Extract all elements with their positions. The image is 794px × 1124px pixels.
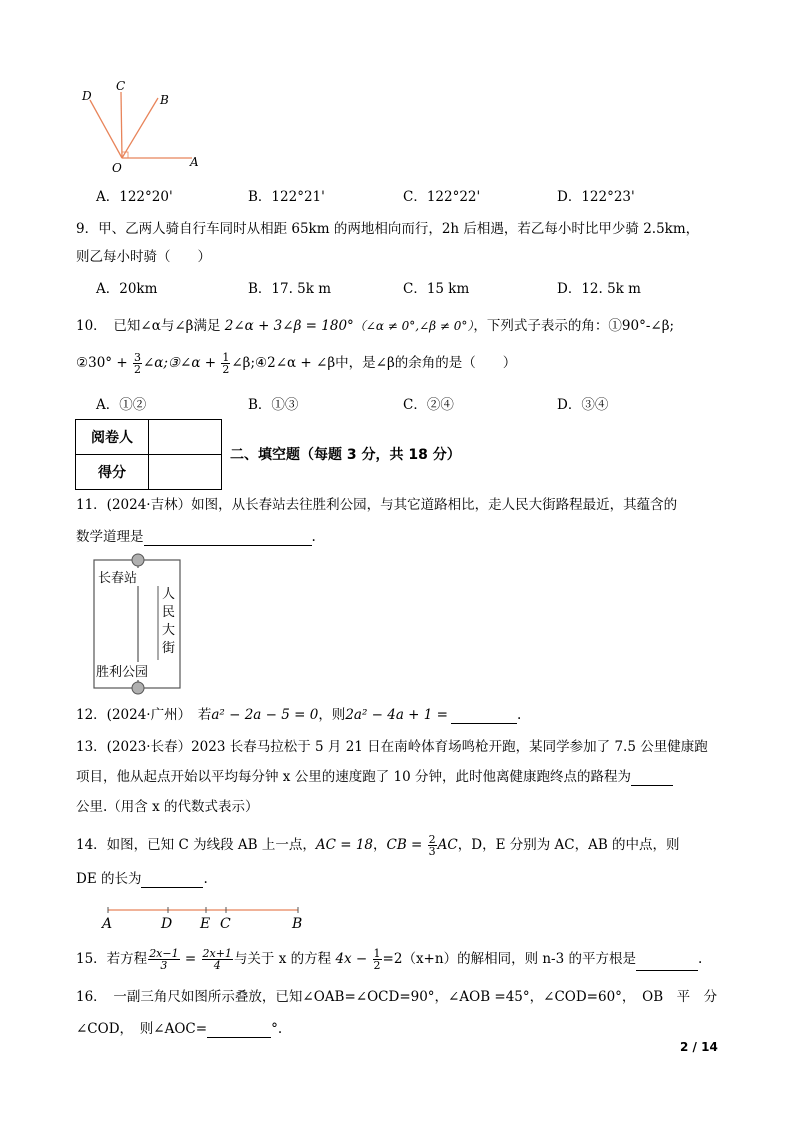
q12-answer-blank[interactable] [451,709,517,724]
score-label: 得分 [76,455,149,490]
q8-option-b: B．122°21' [248,189,325,205]
point-c: C [220,916,231,932]
q10-option-c: C．②④ [403,397,454,413]
q10-option-b: B．①③ [248,397,299,413]
q14-answer-blank[interactable] [141,873,203,888]
label-b: B [160,93,169,107]
q13-line1: 13．(2023·长春）2023 长春马拉松于 5 月 21 日在南岭体育场鸣枪开跑，某同学参加了 7.5 公里健康跑 [76,739,708,755]
q9-option-a: A．20km [96,281,158,297]
q10-line1-b: ，下列式子表示的角：①90°-∠β; [473,318,675,334]
q10-condition: （∠α ≠ 0°,∠β ≠ 0°） [353,319,474,333]
q15-tail: =2（x+n）的解相同，则 n-3 的平方根是 [382,951,636,967]
q10-l2-a: ②30° + [76,355,132,371]
q15-prefix: 15．若方程 [76,951,148,967]
point-d: D [161,916,173,932]
q11-end: . [311,529,316,545]
q9-line2: 则乙每小时骑（ ） [76,249,211,265]
q10-option-a: A．①② [96,397,147,413]
q13-answer-blank[interactable] [631,771,673,786]
q14-eq-cb: CB = [386,837,427,853]
q13-line3: 公里.（用含 x 的代数式表示） [76,799,259,815]
q13-line2-text: 项目，他从起点开始以平均每分钟 x 公里的速度跑了 10 分钟，此时他离健康跑终点的路程为 [76,769,631,785]
score-table [75,419,222,490]
q14-l1-b: ，D，E 分别为 AC，AB 的中点，则 [457,837,680,853]
q14-line1 [76,834,680,857]
q14-fraction: $\frac{2}{3}$ [428,833,436,858]
q9-option-c: C．15 km [403,281,470,297]
point-a: A [102,916,113,932]
label-o: O [112,161,122,175]
q8-option-d: D．122°23' [557,189,635,205]
q10-line1 [76,317,674,335]
q13-line2 [76,768,673,786]
q14-line2 [76,870,208,888]
q9-option-d: D．12. 5k m [557,281,641,297]
section-title: 二、填空题（每题 3 分，共 18 分） [230,447,461,463]
q15-equation: 4x − [335,951,372,967]
q11-line1: 11．(2024·吉林）如图，从长春站去往胜利公园，与其它道路相比，走人民大街路程最近，其蕴含的 [76,497,678,513]
q12-line [76,706,521,724]
q12-mid: ，则 [318,707,346,723]
q8-option-c: C．122°22' [403,189,481,205]
q9-line1: 9．甲、乙两人骑自行车同时从相距 65km 的两地相向而行，2h 后相遇，若乙每小时比甲少骑 2.5km， [76,221,700,237]
park-label: 胜利公园 [96,665,149,680]
q14-eq-ac2: AC [437,837,458,853]
q10-l2-c: ∠β;④2∠α + ∠β中，是∠β的余角的是（ ） [231,355,517,371]
q16-line2 [76,1020,282,1038]
street-char-2: 民 [162,605,176,620]
q16-line1: 16． 一副三角尺如图所示叠放，已知∠OAB=∠OCD=90°，∠AOB =45°，∠COD=60°， OB 平 分 [76,989,718,1005]
q15-equals: = [180,951,201,967]
q11-line2 [76,528,316,546]
reviewer-cell [149,420,222,455]
q15-answer-blank[interactable] [636,956,698,971]
q10-fraction-1: $\frac{3}{2}$ [133,351,141,376]
segment-figure-q14 [98,898,318,934]
map-figure-q11 [88,550,188,696]
q15-end: . [698,951,703,967]
label-d: D [82,89,92,103]
q14-line2-text: DE 的长为 [76,871,142,887]
label-a: A [190,155,199,169]
q14-l1-a: 14．如图，已知 C 为线段 AB 上一点， [76,837,316,853]
q15-line [76,948,702,971]
street-char-1: 人 [162,587,176,602]
label-c: C [116,79,126,93]
q11-answer-blank[interactable] [144,531,312,546]
q8-option-a: A．122°20' [96,189,173,205]
point-b: B [292,916,303,932]
angle-figure-q8 [70,78,210,178]
station-label: 长春站 [98,571,138,586]
q14-eq-ac: AC = 18 [315,837,373,853]
page-number: 2 / 14 [680,1040,718,1054]
q10-l2-b: ∠α;③∠α + [142,355,221,371]
q16-line2-text: ∠COD， 则∠AOC= [76,1021,208,1037]
street-char-4: 街 [162,641,176,656]
q15-fraction-3: $\frac{1}{2}$ [373,947,381,972]
q16-end: °. [271,1021,283,1037]
q9-option-b: B．17. 5k m [248,281,332,297]
score-cell [149,455,222,490]
q12-prefix: 12．(2024·广州） 若 [76,707,212,723]
q11-line2-text: 数学道理是 [76,529,144,545]
q10-option-d: D．③④ [557,397,609,413]
q12-end: . [516,707,522,723]
q14-comma: ， [373,837,387,853]
q12-equation-1: a² − 2a − 5 = 0 [211,707,319,723]
street-char-3: 大 [162,623,176,638]
q10-fraction-2: $\frac{1}{2}$ [222,351,230,376]
point-e: E [200,916,211,932]
q15-fraction-2: $\frac{2x+1}{4}$ [202,947,232,972]
q16-answer-blank[interactable] [207,1023,271,1038]
q12-equation-2: 2a² − 4a + 1 = [345,707,448,723]
q10-line2 [76,352,516,375]
reviewer-label: 阅卷人 [76,420,149,455]
q15-mid: 与关于 x 的方程 [233,951,336,967]
q14-end: . [203,871,208,887]
q10-equation: 2∠α + 3∠β = 180° [224,318,354,334]
q15-fraction-1: $\frac{2x-1}{3}$ [149,947,179,972]
q10-line1-a: 10． 已知∠α与∠β满足 [76,318,225,334]
